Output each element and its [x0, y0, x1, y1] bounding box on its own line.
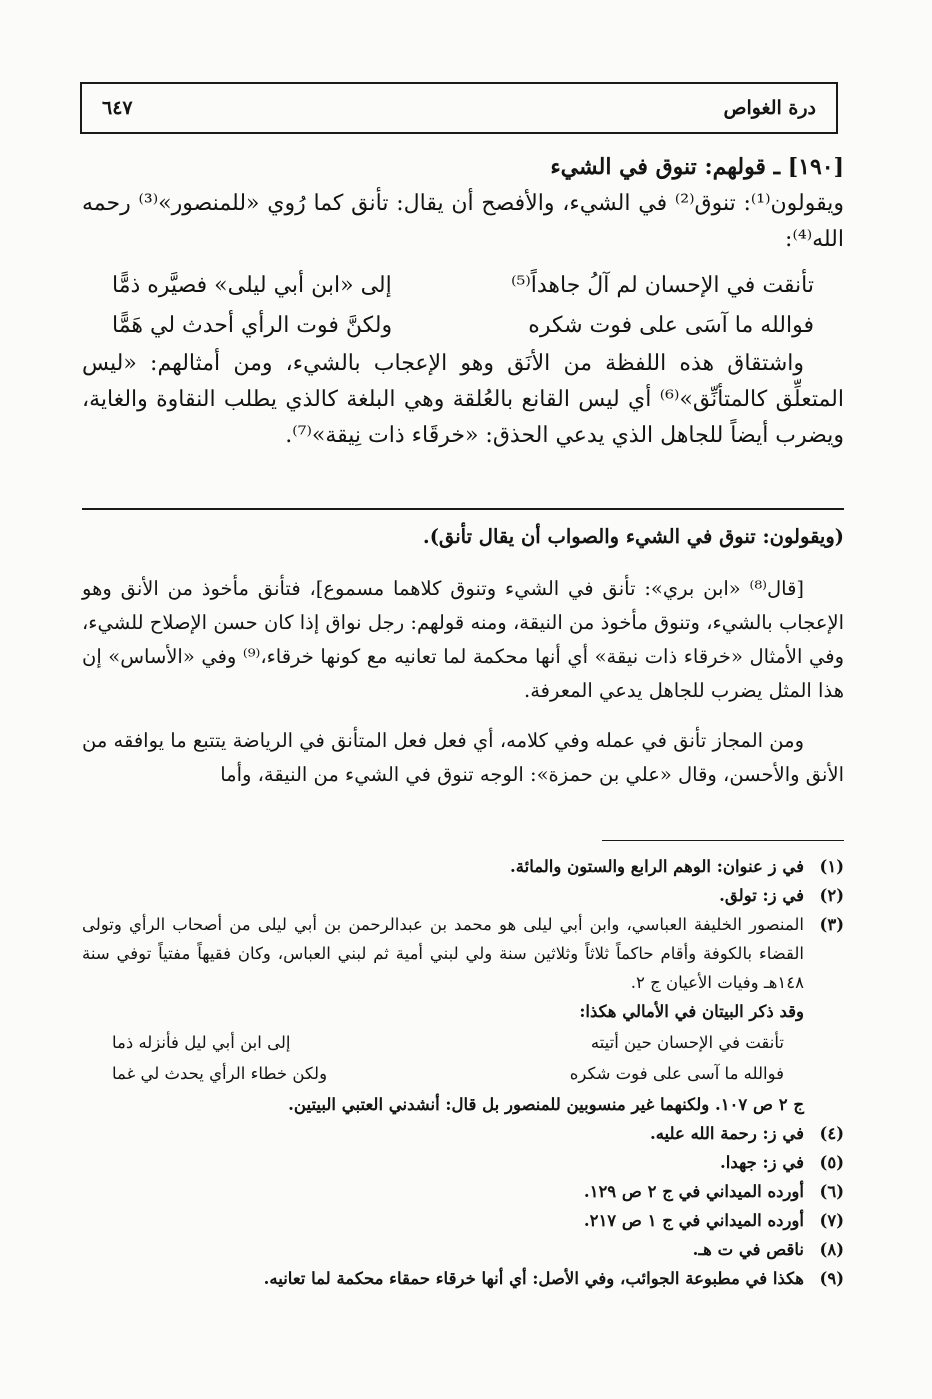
book-title: درة الغواص: [723, 97, 816, 119]
section-divider: [82, 508, 844, 510]
footnote-continuation: وقد ذكر البيتان في الأمالي هكذا:: [579, 1002, 804, 1021]
commentary-section: [82, 520, 844, 808]
verse-2-first-hemistich: فوالله ما آسَى على فوت شكره: [528, 313, 814, 338]
entry-title: [١٩٠] ـ قولهم: تنوق في الشيء: [550, 154, 844, 180]
verse-line-1: [112, 266, 814, 306]
footnote-item: (٤) في ز: رحمة الله عليه.: [649, 1124, 844, 1143]
footnote-item: (٧) أورده الميداني في ج ١ ص ٢١٧.: [583, 1211, 844, 1230]
commentary-paragraph-1: [قال⁽⁸⁾ «ابن بري»: تأنق في الشيء وتنوق كلاهما مسموع]، فتأنق مأخوذ من الأنق وهو الإعجاب بالشيء، وتنوق مأخوذ من النيقة، ومنه قولهم: رجل نواق إذا كان حسن الإصلاح للشيء، وفي الأمثال «خرقاء ذات نيقة» أي أنها محكمة لما تعانيه مع كونها خرقاء،⁽⁹⁾ وفي «الأساس» إن هذا المثل يضرب للجاهل يدعي المعرفة.: [82, 577, 844, 702]
footnote-item: (٩) هكذا في مطبوعة الجوائب، وفي الأصل: أي أنها خرقاء حمقاء محكمة لما تعانيه.: [263, 1269, 844, 1288]
footnote-item: (٥) في ز: جهدا.: [720, 1153, 844, 1172]
amali-verse-1-second: إلى ابن أبي ليل فأنزله ذما: [112, 1033, 291, 1052]
commentary-lead: (ويقولون: تنوق في الشيء والصواب أن يقال تأنق).: [422, 525, 844, 548]
footnotes: [82, 852, 844, 1293]
entry-intro: ويقولون⁽¹⁾: تنوق⁽²⁾ في الشيء، والأفصح أن يقال: تأنق كما رُوي «للمنصور»⁽³⁾ رحمه الله⁽⁴⁾:: [82, 191, 844, 252]
main-entry: [82, 148, 844, 454]
verse-2-second-hemistich: ولكنَّ فوت الرأي أحدث لي هَمًّا: [112, 313, 393, 338]
amali-verse-1: [112, 1028, 784, 1057]
amali-verse-2-second: ولكن خطاء الرأي يحدث لي غما: [112, 1064, 328, 1083]
footnote-item: (٢) في ز: تولق.: [719, 886, 844, 905]
entry-body: واشتقاق هذه اللفظة من الأنَق وهو الإعجاب بالشيء، ومن أمثالهم: «ليس المتعلِّق كالمتأنِّق»⁽⁶⁾ أي ليس القانع بالعُلقة وهي البلغة كالذي يطلب النقاوة والغاية، ويضرب أيضاً للجاهل الذي يدعي الحذق: «خرقَاء ذات نِيقة»⁽⁷⁾.: [82, 351, 844, 448]
amali-verse-1-first: تأنقت في الإحسان حين أتيته: [590, 1033, 784, 1052]
footnote-item: (١) في ز عنوان: الوهم الرابع والستون والمائة.: [510, 857, 844, 876]
verse-1-first-hemistich: تأنقت في الإحسان لم آلُ جاهداً⁽⁵⁾: [511, 273, 814, 298]
footnote-item: (٣) المنصور الخليفة العباسي، وابن أبي ليلى هو محمد بن عبدالرحمن بن أبي ليلى من أصحاب الرأي وتولى القضاء بالكوفة وأقام حاكماً ثلاثاً وثلاثين سنة ولي لبني أمية ثم لبني العباس، وكان فقيهاً مفتياً توفي سنة ١٤٨هـ وفيات الأعيان ج ٢.: [82, 915, 844, 992]
footnote-item: (٨) ناقص في ت هـ.: [692, 1240, 844, 1259]
commentary-paragraph-2: ومن المجاز تأنق في عمله وفي كلامه، أي فعل فعل المتأنق في الرياضة يتتبع ما يوافقه من الأنق والأحسن، وقال «علي بن حمزة»: الوجه تنوق في الشيء من النيقة، وأما: [82, 729, 844, 786]
amali-verse-2-first: فوالله ما آسى على فوت شكره: [569, 1064, 784, 1083]
page-header: [80, 82, 838, 134]
amali-source: ج ٢ ص ١٠٧. ولكنهما غير منسوبين للمنصور بل قال: أنشدني العتبي البيتين.: [288, 1095, 804, 1114]
page-number: ٦٤٧: [102, 97, 133, 119]
amali-verse-2: [112, 1059, 784, 1088]
verse-line-2: [112, 306, 814, 346]
footnote-divider: [602, 840, 844, 841]
verse-1-second-hemistich: إلى «ابن أبي ليلى» فصيَّره ذمًّا: [112, 273, 392, 298]
footnote-item: (٦) أورده الميداني في ج ٢ ص ١٢٩.: [583, 1182, 844, 1201]
